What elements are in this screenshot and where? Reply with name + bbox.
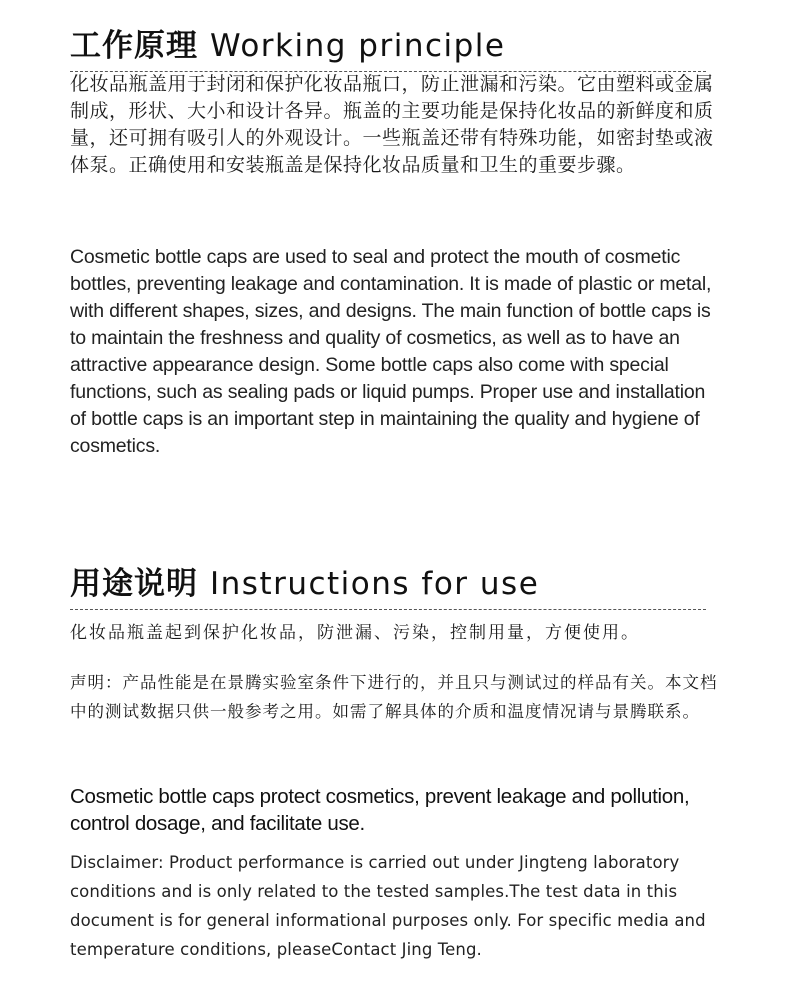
instructions-title-zh: 用途说明 (70, 566, 198, 602)
instructions-title-en: Instructions for use (210, 566, 540, 602)
usage-text-en: Cosmetic bottle caps protect cosmetics, prevent leakage and pollution, control dosage, and facilitate use. (70, 785, 690, 835)
disclaimer-text-zh: 声明：产品性能是在景腾实验室条件下进行的，并且只与测试过的样品有关。本文档中的测试数据只供一般参考之用。如需了解具体的介质和温度情况请与景腾联系。 (70, 673, 718, 721)
section-divider (70, 609, 706, 610)
working-principle-title-en: Working principle (210, 28, 506, 64)
instructions-heading (70, 558, 720, 603)
working-principle-heading (70, 20, 720, 65)
disclaimer-text-en: Disclaimer: Product performance is carried out under Jingteng laboratory conditions and is only related to the tested samples.The test data in this document is for general informational purposes only. For specific media and temperature conditions, pleaseContact Jing Teng. (70, 853, 706, 959)
working-principle-paragraph-zh: 化妆品瓶盖用于封闭和保护化妆品瓶口，防止泄漏和污染。它由塑料或金属制成，形状、大小和设计各异。瓶盖的主要功能是保持化妆品的新鲜度和质量，还可拥有吸引人的外观设计。一些瓶盖还带有特殊功能，如密封垫或液体泵。正确使用和安装瓶盖是保持化妆品质量和卫生的重要步骤。 (70, 73, 714, 176)
working-principle-section (70, 20, 720, 72)
working-principle-title-zh: 工作原理 (70, 28, 198, 64)
instructions-section (70, 558, 720, 610)
working-principle-paragraph-en: Cosmetic bottle caps are used to seal and protect the mouth of cosmetic bottles, preventing leakage and contamination. It is made of plastic or metal, with different shapes, sizes, and designs. The main function of bottle caps is to maintain the freshness and quality of cosmetics, as well as to have an attractive appearance design. Some bottle caps also come with special functions, such as sealing pads or liquid pumps. Proper use and installation of bottle caps is an important step in maintaining the quality and hygiene of cosmetics. (70, 246, 712, 457)
usage-text-zh: 化妆品瓶盖起到保护化妆品，防泄漏、污染，控制用量，方便使用。 (70, 623, 640, 643)
